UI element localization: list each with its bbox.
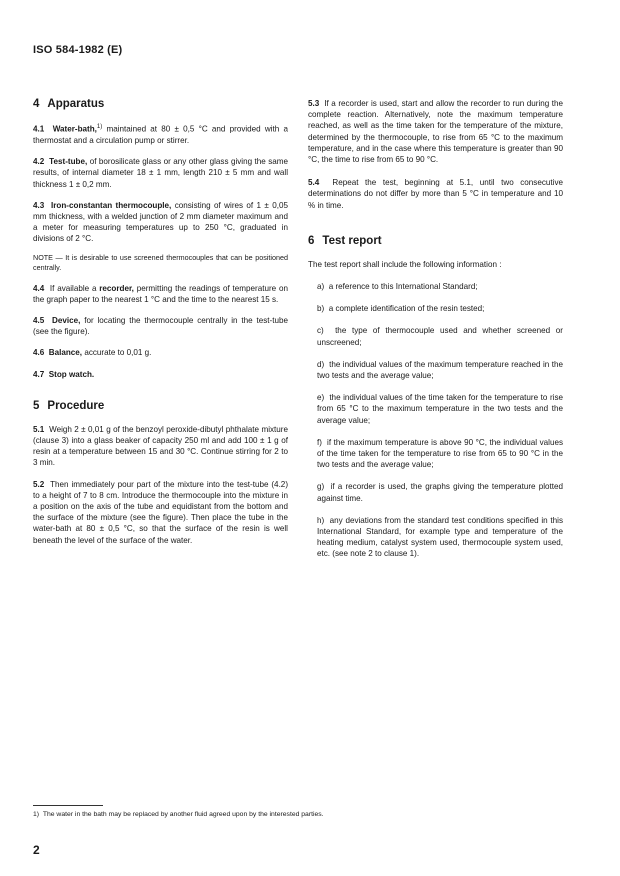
- clause-4-5: 4.5 Device, for locating the thermocouple centrally in the test-tube (see the figure).: [33, 315, 289, 337]
- clause-5-3: 5.3 If a recorder is used, start and allow the recorder to run during the complete reaction. Alternatively, note the maximum temperature reached, as well as the time taken for the temperature of the mixture, determined by the thermocouple, to rise from 65 °C to the maximum temperature, and in the case where this temperature is greater than 90 °C, the time to rise from 65 to 90 °C.: [308, 99, 564, 165]
- section-5-heading: 5 Procedure: [33, 399, 105, 412]
- footnote-divider: [33, 805, 103, 806]
- clause-4-1: 4.1 Water-bath,$^{1)}$ maintained at 80 ± 0,5 °C and provided with a thermostat and a circulation pump or stirrer.: [33, 124, 288, 145]
- page-header: ISO 584-1982 (E): [33, 44, 123, 56]
- footnote: 1) The water in the bath may be replaced by another fluid agreed upon by the interested parties.: [33, 811, 324, 818]
- clause-5-1: 5.1 Weigh 2 ± 0,01 g of the benzoyl peroxide-dibutyl phthalate mixture (clause 3) into a glass beaker of capacity 250 ml and add 100 ± 1 g of resin at a temperature between 15 and 30 °C. Continue stirring for 2 to 3 min.: [33, 424, 288, 468]
- report-item-e: e) the individual values of the time taken for the temperature to rise from 65 °C to the maximum temperature in the two tests and the average value;: [317, 393, 563, 425]
- report-item-f: f) if the maximum temperature is above 90 °C, the individual values of the time taken for the temperature to rise from 65 to 90 °C in the two tests and the average value;: [317, 437, 564, 470]
- section-6-heading: 6 Test report: [308, 234, 382, 247]
- clause-4-7: 4.7 Stop watch.: [33, 369, 95, 379]
- report-item-b: b) a complete identification of the resin tested;: [317, 304, 485, 314]
- report-item-c: c) the type of thermocouple used and whether screened or unscreened;: [317, 326, 563, 347]
- note: NOTE — It is desirable to use screened thermocouples that can be positioned centrally.: [33, 252, 288, 272]
- clause-4-3: 4.3 Iron-constantan thermocouple, consisting of wires of 1 ± 0,05 mm thickness, with a welded junction of 2 mm diameter maximum and a meter for measuring temperatures up to 250 °C, graduated in divisions of 2 °C.: [33, 200, 288, 244]
- report-intro: The test report shall include the following information :: [308, 259, 502, 269]
- left-column: [33, 98, 288, 546]
- page-number: 2: [33, 843, 40, 857]
- section-4-heading: 4 Apparatus: [33, 98, 105, 110]
- clause-4-2: 4.2 Test-tube, of borosilicate glass or any other glass giving the same results, of internal diameter 18 ± 1 mm, length 210 ± 5 mm and wall thickness 1 ± 0,2 mm.: [33, 157, 289, 189]
- right-column: [308, 98, 563, 560]
- clause-4-6: 4.6 Balance, accurate to 0,01 g.: [33, 348, 152, 358]
- clause-4-4: 4.4 If available a recorder, permitting the readings of temperature on the graph paper to the nearest 1 °C and the time to the nearest 15 s.: [33, 283, 288, 304]
- clause-5-4: 5.4 Repeat the test, beginning at 5.1, until two consecutive determinations do not differ by more than 5 °C in temperature and 10 % in time.: [308, 178, 563, 210]
- report-item-a: a) a reference to this International Standard;: [317, 282, 478, 292]
- clause-5-2: 5.2 Then immediately pour part of the mixture into the test-tube (4.2) to a height of 7 to 8 cm. Introduce the thermocouple into the mixture in a position on the axis of the tube and equidistant from the bottom and the surface of the mixture (see the figure). Then place the tube in the water-bath at 80 ± 0,5 °C, so that the surface of the resin is well beneath the level of the surface of the water.: [33, 479, 289, 545]
- report-item-g: g) if a recorder is used, the graphs giving the temperature plotted against time.: [317, 482, 564, 503]
- report-item-d: d) the individual values of the maximum temperature reached in the two tests and the average value;: [317, 359, 563, 381]
- report-item-h: h) any deviations from the standard test conditions specified in this International Standard, for example type and temperature of the heating medium, catalyst system used, thermocouple system used, etc. (see note 2 to clause 1).: [317, 515, 563, 559]
